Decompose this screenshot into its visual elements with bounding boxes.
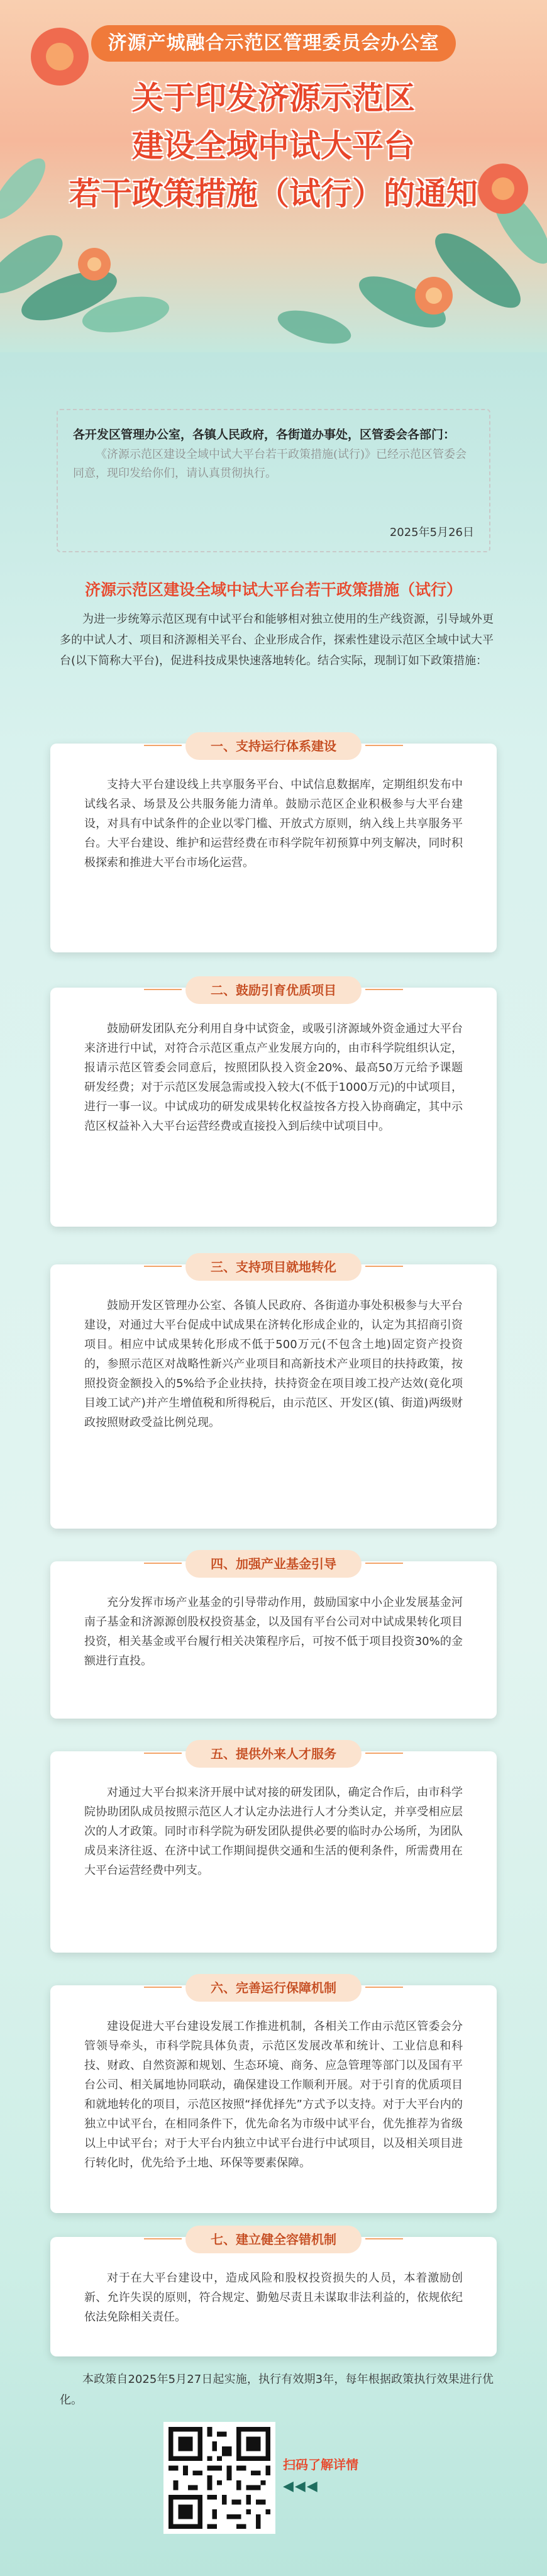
card-tag: 五、提供外来人才服务 <box>185 1740 362 1768</box>
scan-tip: 扫码了解详情 <box>283 2457 358 2472</box>
qr-code[interactable] <box>163 2422 275 2534</box>
intro-paragraph: 为进一步统筹示范区现有中试平台和能够相对独立使用的生产线资源，引导域外更多的中试人才、项目和济源相关平台、企业形成合作，探索性建设示范区全域中试大平台(以下简称大平台)，促进科技成果快速落地转化。结合实际，现制订如下政策措施： <box>60 613 494 667</box>
page-title <box>0 74 547 218</box>
policy-card <box>50 1980 497 2213</box>
policy-card <box>50 2232 497 2356</box>
card-tag: 四、加强产业基金引导 <box>185 1550 362 1578</box>
qr-code-image <box>169 2427 270 2529</box>
card-text: 对通过大平台拟来济开展中试对接的研发团队，确定合作后，由市科学院协助团队成员按照示范区人才认定办法进行人才分类认定，并享受相应层次的人才政策。同时市科学院为研发团队提供必要的临时办公场所，为团队成员来济往返、在济中试工作期间提供交通和生活的便利条件，所需费用在大平台运营经费中列支。 <box>84 1786 463 1877</box>
notice-letter <box>57 409 490 552</box>
card-tag: 一、支持运行体系建设 <box>185 732 362 760</box>
card-text: 对于在大平台建设中，造成风险和股权投资损失的人员，本着激励创新、允许失误的原则，符合规定、勤勉尽责且未谋取非法利益的，依规依纪依法免除相关责任。 <box>84 2272 463 2324</box>
outro-paragraph: 本政策自2025年5月27日起实施，执行有效期3年，每年根据政策执行效果进行优化。 <box>60 2373 494 2407</box>
policy-card <box>50 1746 497 1953</box>
card-text: 建设促进大平台建设发展工作推进机制，各相关工作由示范区管委会分管领导牵头，市科学院具体负责，示范区发展改革和统计、工业信息和科技、财政、自然资源和规划、生态环境、商务、应急管理等部门以及国有平台公司、相关属地协同联动，确保建设工作顺利开展。对于引育的优质项目和就地转化的项目，示范区按照“择优择先”方式予以支持。对于大平台内的独立中试平台，在相同条件下，优先命名为市级中试平台，优先推荐为省级以上中试平台；对于大平台内独立中试平台进行中试项目，以及相关项目进行转化时，优先给予土地、环保等要素保障。 <box>84 2020 463 2170</box>
card-text: 鼓励开发区管理办公室、各镇人民政府、各街道办事处积极参与大平台建设，对通过大平台促成中试成果在济转化形成企业的，认定为其招商引资项目。相应中试成果转化形成不低于500万元(不包含土地)固定资产投资的，参照示范区对战略性新兴产业项目和高新技术产业项目的扶持政策，按照投资金额投入的5%给予企业扶持，扶持资金在项目竣工投产达效(竟化项目竣工试产)并产生增值税和所得税后，由示范区、开发区(镇、街道)两级财政按照财政受益比例兑现。 <box>84 1299 463 1429</box>
letter-date: 2025年5月26日 <box>389 526 474 539</box>
card-text: 鼓励研发团队充分利用自身中试资金，或吸引济源域外资金通过大平台来济进行中试，对符合示范区重点产业发展方向的，由市科学院组织认定，报请示范区管委会同意后，按照团队投入资金20%、最高50万元给予课题研发经费；对于示范区发展急需或投入较大(不低于1000万元)的中试项目，进行一事一议。中试成功的研发成果转化权益按各方投入协商确定，其中示范区权益补入大平台运营经费或直接投入到后续中试项目中。 <box>84 1022 463 1133</box>
card-tag: 七、建立健全容错机制 <box>185 2226 362 2253</box>
org-name-pill: 济源产城融合示范区管理委员会办公室 <box>91 25 456 62</box>
title-line: 关于印发济源示范区 <box>132 80 415 116</box>
card-tag: 六、完善运行保障机制 <box>185 1974 362 2002</box>
policy-card <box>50 1259 497 1529</box>
letter-body: 《济源示范区建设全域中试大平台若干政策措施(试行)》已经示范区管委会同意，现印发给你们，请认真贯彻执行。 <box>73 448 467 480</box>
document-heading: 济源示范区建设全域中试大平台若干政策措施（试行） <box>84 581 462 599</box>
arrow-left-icon: ◀◀◀ <box>283 2478 319 2494</box>
policy-card <box>50 983 497 1227</box>
card-text: 支持大平台建设线上共享服务平台、中试信息数据库，定期组织发布中试线名录、场景及公共服务能力清单。鼓励示范区企业积极参与大平台建设，对具有中试条件的企业以零门槛、开放式方原则，纳入线上共享服务平台。大平台建设、维护和运营经费在市科学院年初预算中列支解决，同时积极探索和推进大平台市场化运营。 <box>84 778 463 869</box>
title-line: 建设全域中试大平台 <box>132 128 415 164</box>
card-text: 充分发挥市场产业基金的引导带动作用，鼓励国家中小企业发展基金河南子基金和济源源创股权投资基金，以及国有平台公司对中试成果转化项目投资，相关基金或平台履行相关决策程序后，可按不低于项目投资30%的金额进行直投。 <box>84 1596 463 1668</box>
card-tag: 二、鼓励引育优质项目 <box>185 976 362 1004</box>
policy-card <box>50 739 497 952</box>
card-tag: 三、支持项目就地转化 <box>185 1253 362 1281</box>
header-banner <box>0 0 547 352</box>
letter-addressee: 各开发区管理办公室，各镇人民政府，各街道办事处，区管委会各部门： <box>73 428 456 442</box>
title-line: 若干政策措施（试行）的通知 <box>69 176 478 212</box>
policy-card <box>50 1556 497 1719</box>
